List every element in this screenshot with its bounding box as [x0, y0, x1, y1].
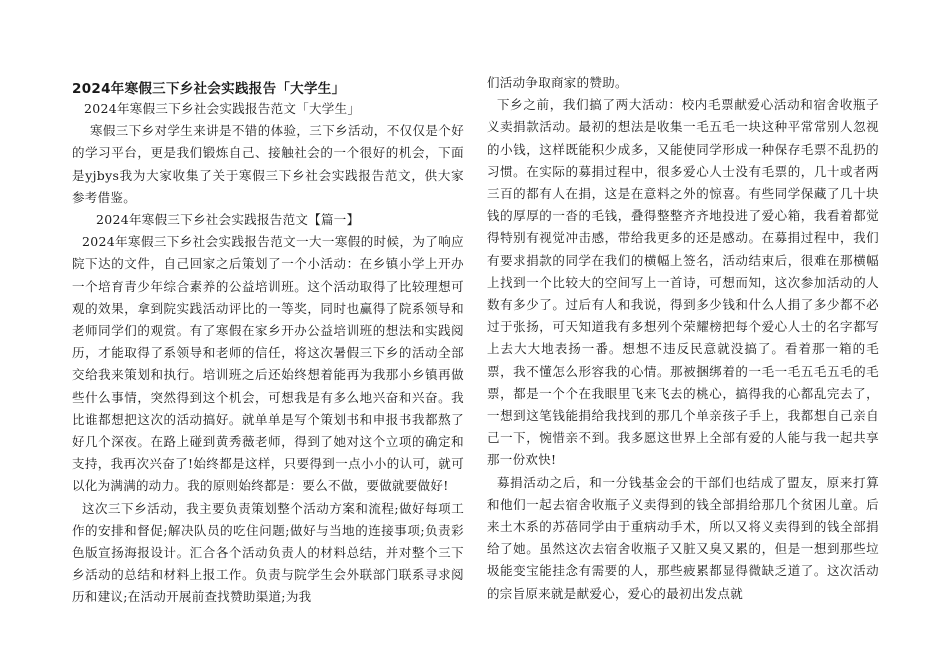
body-paragraph: 这次三下乡活动，我主要负责策划整个活动方案和流程;做好每项工作的安排和督促;解决队员的吃住问题;做好与当地的连接事项;负责彩色版宣扬海报设计。汇合各个活动负责人的材料总结，并对整个三下乡活动的总结和材料上报工作。负责与院学生会外联部门联系寻求阅历和建议;在活动开展前查找赞助渠道;为我 [72, 500, 464, 605]
right-text-flow [487, 72, 879, 605]
document-subtitle: 2024年寒假三下乡社会实践报告范文「大学生」 [84, 101, 361, 116]
page-title: 2024年寒假三下乡社会实践报告「大学生」 [72, 81, 346, 97]
section-heading: 2024年寒假三下乡社会实践报告范文【篇一】 [96, 212, 360, 228]
left-text-flow [72, 98, 464, 609]
intro-paragraph: 寒假三下乡对学生来讲是不错的体验，三下乡活动，不仅仅是个好的学习平台，更是我们锻炼自己、接触社会的一个很好的机会，下面是yjbys我为大家收集了关于寒假三下乡社会实践报告范文，供大家参考借鉴。 [72, 123, 464, 205]
body-paragraph: 募捐活动之后，和一分钱基金会的干部们也结成了盟友，原来打算和他们一起去宿舍收瓶子义卖得到的钱全部捐给那几个贫困儿童。后来土木系的苏蓓同学由于重病动手术，所以又将义卖得到的钱全部捐给了她。虽然这次去宿舍收瓶子又脏又臭又累的，但是一想到那些垃圾能变宝能挂念有需要的人，那些疲累都显得微缺乏道了。这次活动的宗旨原来就是献爱心，爱心的最初出发点就 [487, 474, 879, 601]
body-paragraph: 下乡之前，我们搞了两大活动：校内毛票献爱心活动和宿舍收瓶子义卖捐款活动。最初的想法是收集一毛五毛一块这种平常常别人忽视的小钱，这样既能积少成多，又能使同学形成一种保存毛票不乱扔的习惯。在实际的募捐过程中，很多爱心人士没有毛票的，几十或者两三百的都有人在捐，这是在意料之外的惊喜。有些同学保藏了几十块钱的厚厚的一沓的毛钱，叠得整整齐齐地投进了爱心箱，我看着都觉得特别有视觉冲击感，带给我更多的还是感动。在募捐过程中，我们有要求捐款的同学在我们的横幅上签名，活动结束后，很难在那横幅上找到一个比较大的空间写上一首诗，可想而知，这次参加活动的人数有多少了。过后有人和我说，得到多少钱和什么人捐了多少都不必过于张扬，可天知道我有多想列个荣耀榜把每个爱心人士的名字都写上去大大地表扬一番。想想不违反民意就没搞了。看着那一箱的毛票，我不懂怎么形容我的心情。那被捆绑着的一毛一毛五毛五毛的毛票，都是一个个在我眼里飞来飞去的桃心，搞得我的心都乱完去了，一想到这笔钱能捐给我找到的那几个单亲孩子手上，我都想自己亲自己一下，惋惜亲不到。我多愿这世界上全部有爱的人能与我一起共享那一份欢快! [487, 97, 879, 468]
body-paragraph: 们活动争取商家的赞助。 [487, 75, 628, 90]
body-paragraph: 2024年寒假三下乡社会实践报告范文一大一寒假的时候，为了响应院下达的文件，自己回家之后策划了一个小活动：在乡镇小学上开办一个培育青少年综合素养的公益培训班。这个活动取得了比较理想可观的效果，拿到院实践活动评比的一等奖，同时也赢得了院系领导和老师同学们的观赏。有了寒假在家乡开办公益培训班的想法和实践阅历，才能取得了系领导和老师的信任，将这次暑假三下乡的活动全部交给我来策划和执行。培训班之后还始终想着能再为我那小乡镇再做些什么事情，突然得到这个机会，可想我是有多么地兴奋和兴奋。我比谁都想把这次的活动搞好。就单单是写个策划书和申报书我都熬了好几个深夜。在路上碰到黄秀薇老师，得到了她对这个立项的确定和支持，我再次兴奋了!始终都是这样，只要得到一点小小的认可，就可以化为满满的动力。我的原则始终都是：要么不做，要做就要做好! [72, 234, 464, 494]
